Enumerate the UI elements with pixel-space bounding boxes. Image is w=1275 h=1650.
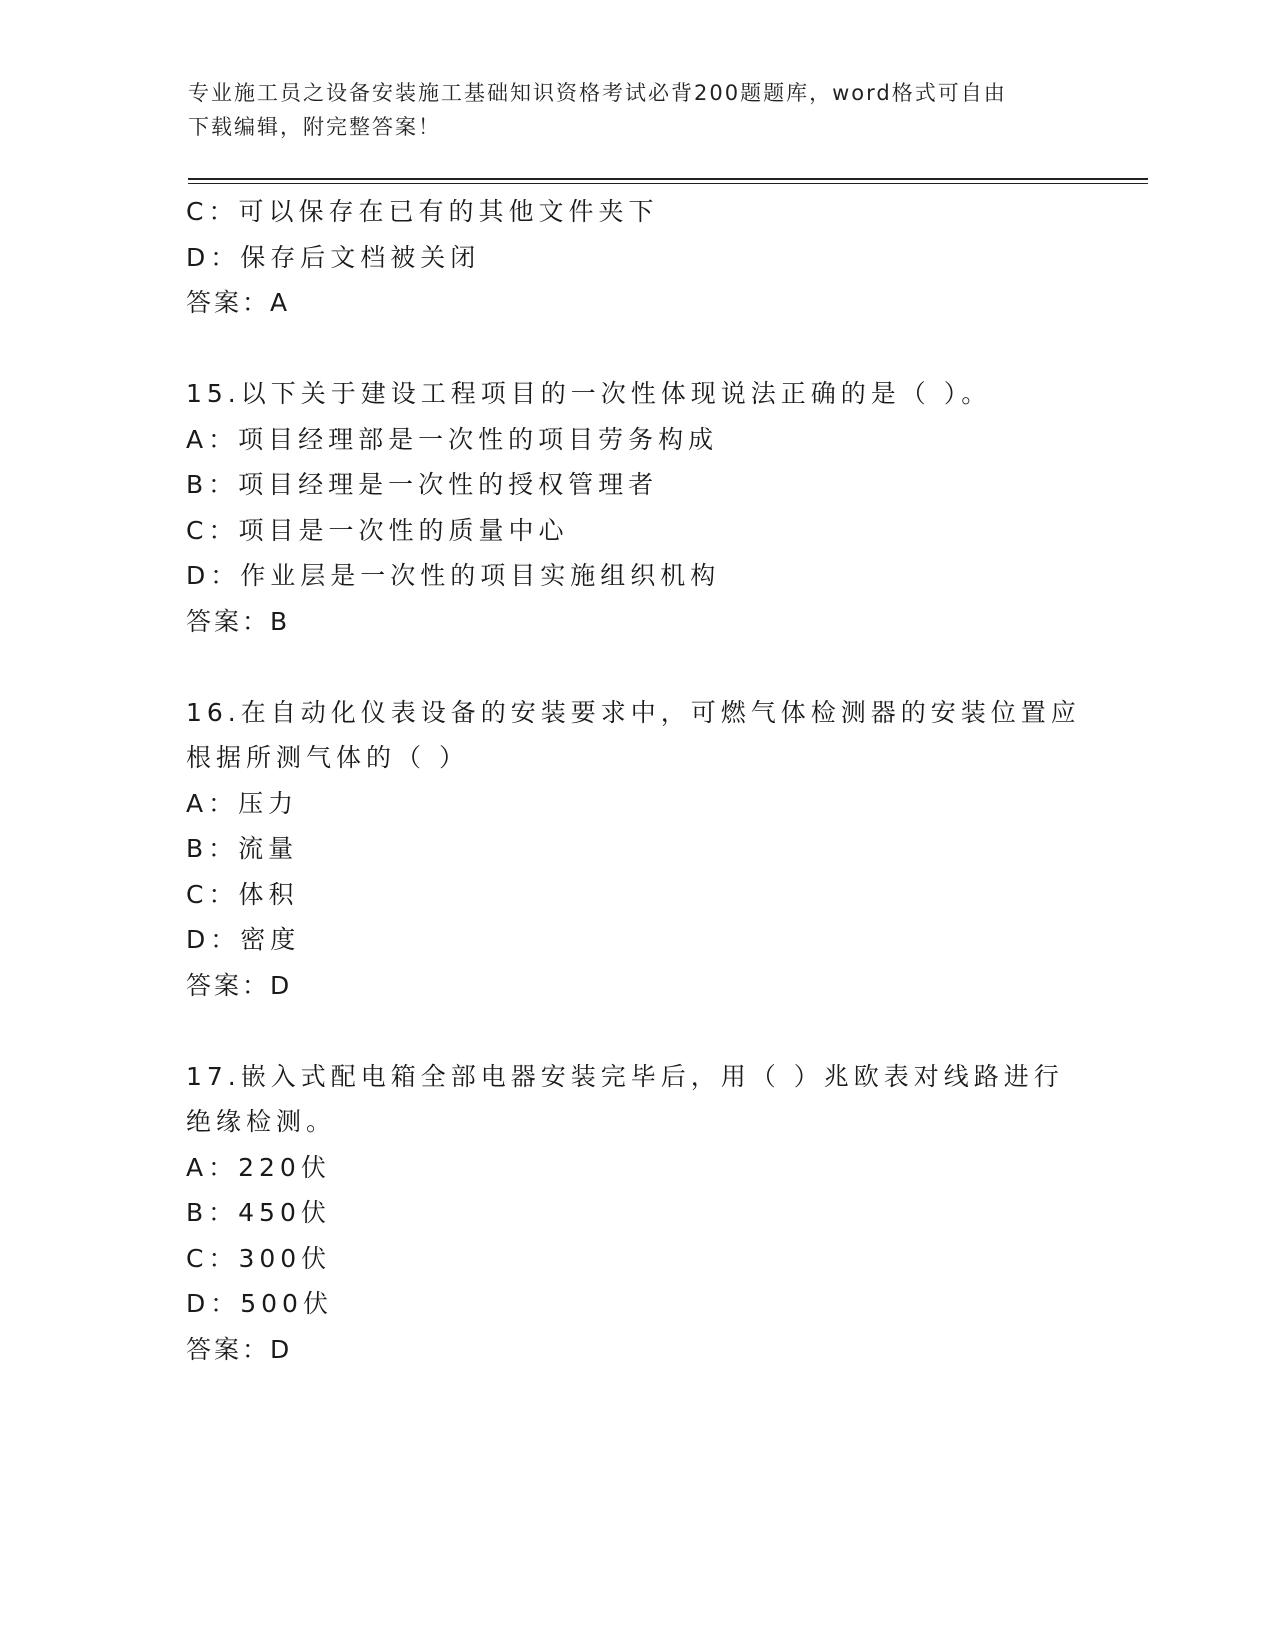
question-stem: 15.以下关于建设工程项目的一次性体现说法正确的是（ ）。 <box>186 379 992 408</box>
question-stem: 16.在自动化仪表设备的安装要求中，可燃气体检测器的安装位置应根据所测气体的（ ） <box>186 697 1081 772</box>
option-d: D：作业层是一次性的项目实施组织机构 <box>186 561 721 590</box>
question-16 <box>186 690 1086 1009</box>
option-a: A：220伏 <box>186 1152 331 1182</box>
option-c: C：可以保存在已有的其他文件夹下 <box>186 197 659 226</box>
header-rule-thin <box>188 183 1148 184</box>
option-c: C：300伏 <box>186 1243 332 1273</box>
option-d: D：500伏 <box>186 1289 333 1318</box>
spacer <box>186 1008 1086 1054</box>
option-b: B：450伏 <box>186 1198 331 1227</box>
option-b: B：项目经理是一次性的授权管理者 <box>186 470 659 499</box>
question-17 <box>186 1054 1086 1373</box>
spacer <box>186 644 1086 690</box>
answer-line: 答案：B <box>186 606 291 636</box>
option-c: C：体积 <box>186 879 299 909</box>
document-header <box>188 76 1088 144</box>
option-d: D：密度 <box>186 925 301 954</box>
question-15 <box>186 371 1086 644</box>
answer-line: 答案：A <box>186 288 291 317</box>
header-line-1: 专业施工员之设备安装施工基础知识资格考试必背200题题库，word格式可自由 <box>188 81 1007 105</box>
option-d: D：保存后文档被关闭 <box>186 242 481 272</box>
option-a: A：项目经理部是一次性的项目劳务构成 <box>186 424 719 454</box>
document-body <box>186 189 1086 1372</box>
question-stem: 17.嵌入式配电箱全部电器安装完毕后，用（ ）兆欧表对线路进行绝缘检测。 <box>186 1061 1064 1136</box>
option-c: C：项目是一次性的质量中心 <box>186 515 569 545</box>
option-a: A：压力 <box>186 788 299 818</box>
answer-line: 答案：D <box>186 1334 293 1364</box>
header-rule-thick <box>188 178 1148 180</box>
option-b: B：流量 <box>186 834 299 863</box>
header-line-2: 下载编辑，附完整答案！ <box>188 115 441 139</box>
answer-line: 答案：D <box>186 970 293 1000</box>
carryover-question <box>186 189 1086 326</box>
spacer <box>186 326 1086 372</box>
